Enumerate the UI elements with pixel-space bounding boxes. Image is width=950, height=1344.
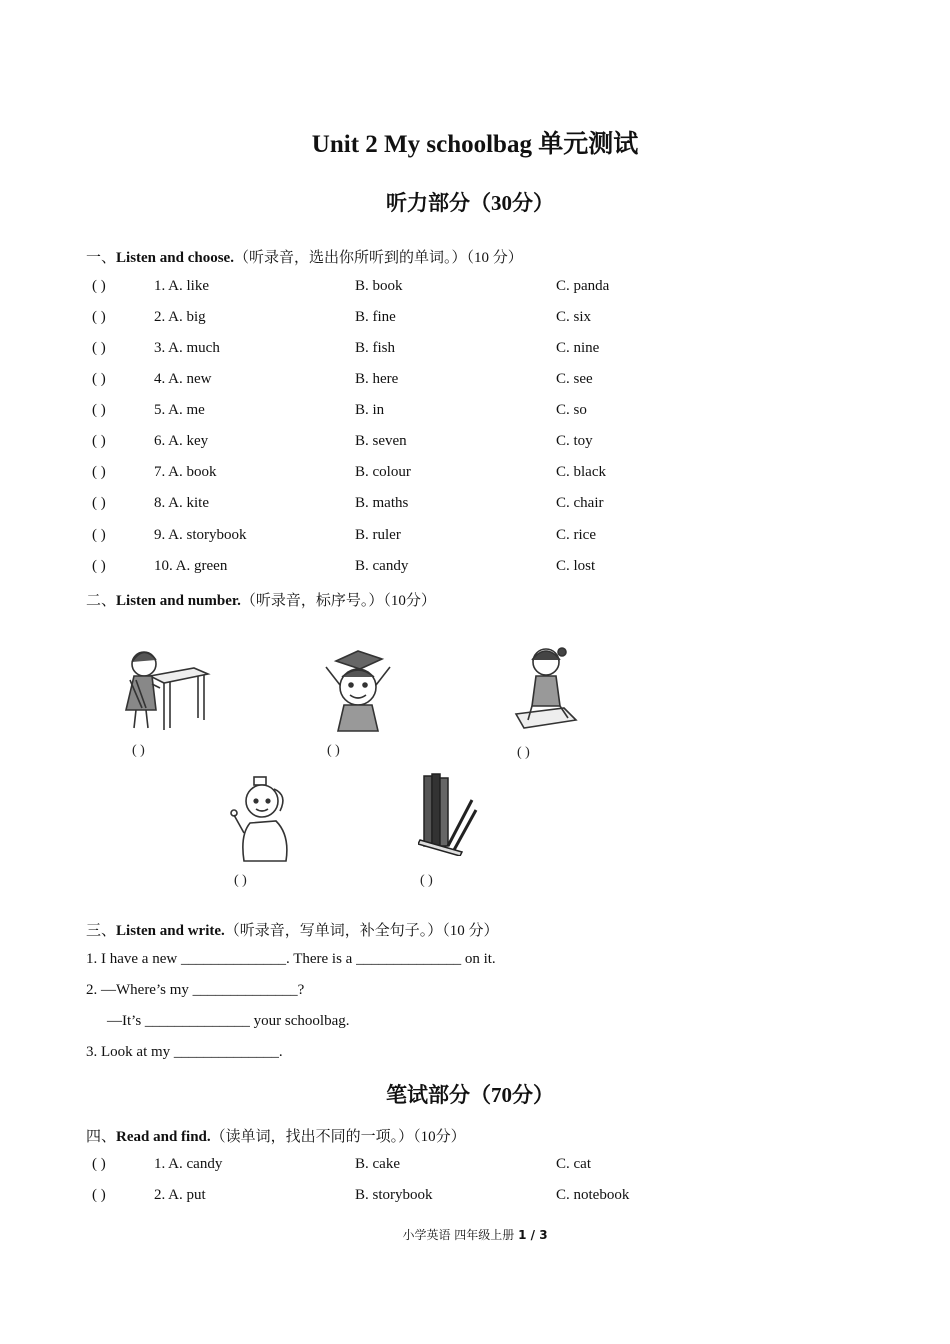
section4-prefix: 四、 [86,1129,117,1145]
section3-heading [86,919,499,940]
option-c: C. six [556,309,592,325]
option-b: B. book [355,278,403,294]
section2-note: （听录音，标序号。）（10分） [240,593,436,609]
option-a: 3. A. much [154,340,220,356]
option-b: B. fish [355,340,396,356]
picture-answer-blank[interactable]: ( ) [327,743,340,758]
option-b: B. cake [355,1156,400,1172]
option-a: 10. A. green [154,558,228,574]
writing-section-header: 笔试部分（70分） [386,1083,554,1107]
girl-at-desk-illustration [112,640,212,735]
section1-heading [86,246,523,267]
page-number: 1 / 3 [518,1228,548,1242]
listening-section-header: 听力部分（30分） [386,191,554,215]
fill-in-sentence[interactable]: 1. I have a new ______________. There is a ______________ on it. [86,951,496,967]
section4-heading [86,1125,466,1146]
books-and-pencils-illustration [418,770,480,856]
list-item [92,1156,692,1178]
boy-with-book-illustration [318,645,398,735]
option-c: C. toy [556,433,593,449]
option-a: 4. A. new [154,371,212,387]
list-item [92,371,692,393]
option-c: C. notebook [556,1187,630,1203]
page-footer [0,1226,950,1243]
answer-blank[interactable]: ( ) [92,371,106,387]
section3-note: （听录音，写单词，补全句子。）（10 分） [224,923,499,939]
section3-prefix: 三、 [86,923,117,939]
section1-title: Listen and choose. [116,250,234,266]
section4-title: Read and find. [116,1129,211,1145]
picture-answer-blank[interactable]: ( ) [132,743,145,758]
option-b: B. colour [355,464,411,480]
list-item [92,464,692,486]
answer-blank[interactable]: ( ) [92,278,106,294]
fill-in-sentence[interactable]: —It’s ______________ your schoolbag. [107,1013,350,1029]
option-c: C. cat [556,1156,591,1172]
list-item [92,278,692,300]
section1-prefix: 一、 [86,250,117,266]
option-b: B. ruler [355,527,401,543]
answer-blank[interactable]: ( ) [92,402,106,418]
section4-note: （读单词，找出不同的一项。）（10分） [210,1129,466,1145]
option-b: B. in [355,402,385,418]
section1-note: （听录音，选出你所听到的单词。）（10 分） [233,250,523,266]
answer-blank[interactable]: ( ) [92,1156,106,1172]
option-c: C. chair [556,495,604,511]
option-c: C. lost [556,558,596,574]
footer-text: 小学英语 四年级上册 [402,1228,515,1242]
option-b: B. storybook [355,1187,433,1203]
answer-blank[interactable]: ( ) [92,464,106,480]
list-item [92,495,692,517]
option-a: 8. A. kite [154,495,209,511]
page-title: Unit 2 My schoolbag 单元测试 [311,131,639,158]
picture-answer-blank[interactable]: ( ) [517,745,530,760]
option-b: B. maths [355,495,409,511]
option-a: 1. A. like [154,278,209,294]
option-a: 5. A. me [154,402,205,418]
option-b: B. fine [355,309,396,325]
answer-blank[interactable]: ( ) [92,433,106,449]
option-a: 9. A. storybook [154,527,247,543]
list-item [92,1187,692,1209]
answer-blank[interactable]: ( ) [92,527,106,543]
section2-heading [86,589,436,610]
section2-title: Listen and number. [116,593,241,609]
option-c: C. see [556,371,593,387]
answer-blank[interactable]: ( ) [92,340,106,356]
option-c: C. rice [556,527,596,543]
option-c: C. nine [556,340,600,356]
answer-blank[interactable]: ( ) [92,495,106,511]
section3-title: Listen and write. [116,923,225,939]
boy-pointing-illustration [226,775,298,865]
fill-in-sentence[interactable]: 2. —Where’s my ______________? [86,982,305,998]
section2-prefix: 二、 [86,593,117,609]
option-a: 7. A. book [154,464,217,480]
option-b: B. seven [355,433,407,449]
option-c: C. black [556,464,606,480]
list-item [92,527,692,549]
option-b: B. here [355,371,399,387]
list-item [92,558,692,580]
list-item [92,433,692,455]
option-c: C. so [556,402,587,418]
option-c: C. panda [556,278,610,294]
option-a: 2. A. big [154,309,206,325]
list-item [92,402,692,424]
list-item [92,340,692,362]
girl-sitting-illustration [510,642,580,737]
option-a: 2. A. put [154,1187,206,1203]
list-item [92,309,692,331]
answer-blank[interactable]: ( ) [92,1187,106,1203]
fill-in-sentence[interactable]: 3. Look at my ______________. [86,1044,283,1060]
picture-answer-blank[interactable]: ( ) [420,873,433,888]
answer-blank[interactable]: ( ) [92,309,106,325]
picture-answer-blank[interactable]: ( ) [234,873,247,888]
answer-blank[interactable]: ( ) [92,558,106,574]
option-a: 6. A. key [154,433,209,449]
option-a: 1. A. candy [154,1156,223,1172]
option-b: B. candy [355,558,409,574]
